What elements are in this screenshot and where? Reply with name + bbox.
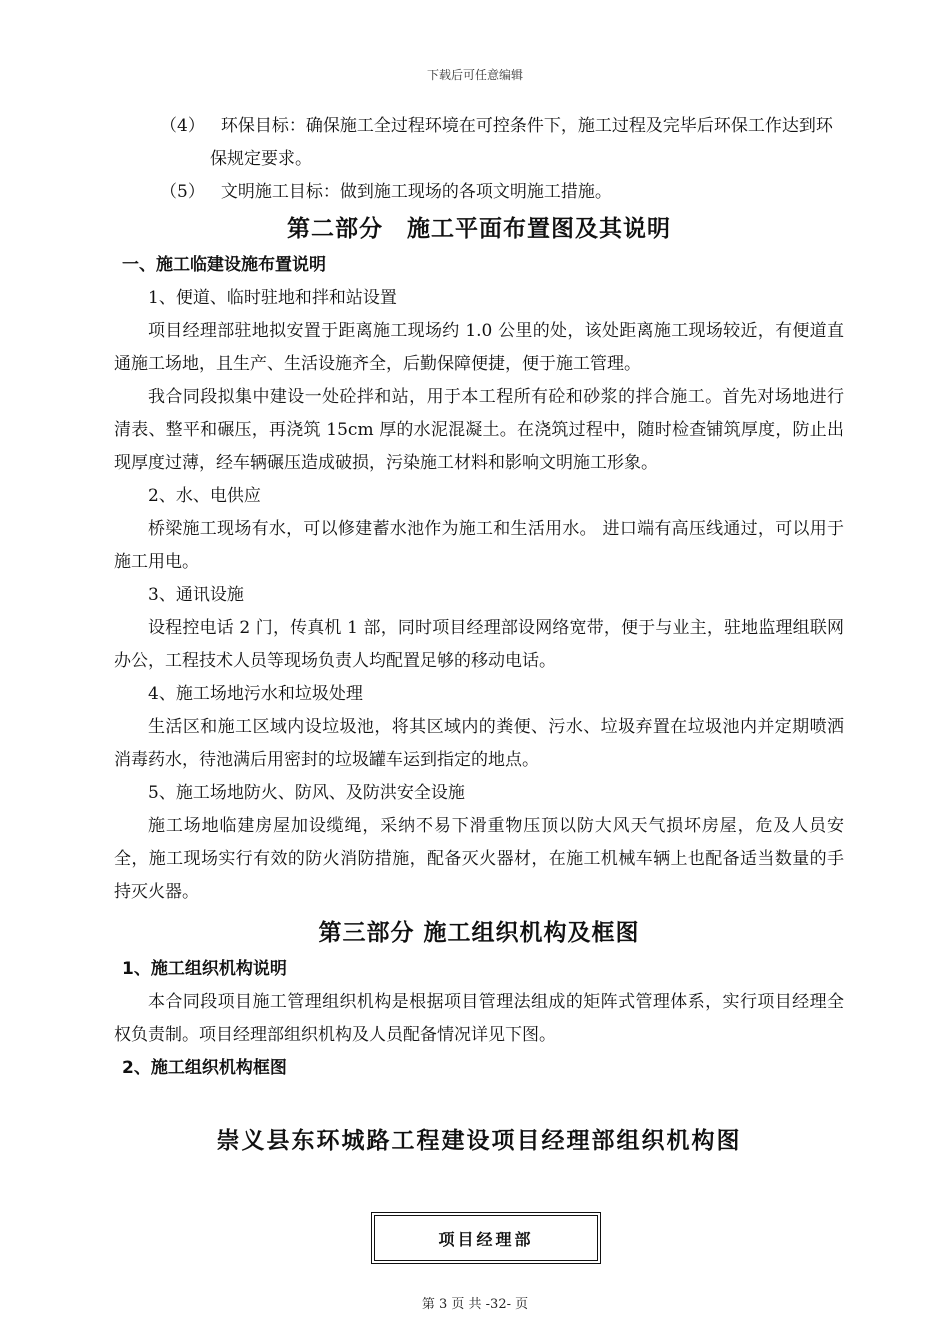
paragraph: 项目经理部驻地拟安置于距离施工现场约 1.0 公里的处，该处距离施工现场较近，有便道直通施工场地，且生产、生活设施齐全，后勤保障便捷，便于施工管理。 bbox=[114, 321, 844, 374]
paragraph: 设程控电话 2 门，传真机 1 部，同时项目经理部设网络宽带，便于与业主，驻地监理组联网办公，工程技术人员等现场负责人均配置足够的移动电话。 bbox=[114, 618, 844, 671]
section-title: 1、施工组织机构说明 bbox=[122, 959, 287, 979]
document-body bbox=[114, 110, 844, 1161]
section-title: 2、施工组织机构框图 bbox=[122, 1058, 287, 1078]
subsection-title: 4、施工场地污水和垃圾处理 bbox=[148, 684, 363, 704]
org-chart-top-box bbox=[371, 1212, 601, 1264]
paragraph: 我合同段拟集中建设一处砼拌和站，用于本工程所有砼和砂浆的拌合施工。首先对场地进行清表、整平和碾压，再浇筑 15cm 厚的水泥混凝土。在浇筑过程中，随时检查铺筑厚度，防止出现厚度过薄，经车辆碾压造成破损，污染施工材料和影响文明施工形象。 bbox=[114, 387, 844, 473]
paragraph: 生活区和施工区域内设垃圾池，将其区域内的粪便、污水、垃圾弃置在垃圾池内并定期喷洒消毒药水，待池满后用密封的垃圾罐车运到指定的地点。 bbox=[114, 717, 844, 770]
item-number: （4） bbox=[160, 116, 205, 136]
list-item bbox=[114, 110, 844, 176]
paragraph: 施工场地临建房屋加设缆绳，采纳不易下滑重物压顶以防大风天气损坏房屋，危及人员安全，施工现场实行有效的防火消防措施，配备灭火器材，在施工机械车辆上也配备适当数量的手持灭火器。 bbox=[114, 816, 844, 902]
part2-title: 第二部分 施工平面布置图及其说明 bbox=[287, 216, 671, 242]
paragraph: 本合同段项目施工管理组织机构是根据项目管理法组成的矩阵式管理体系，实行项目经理全权负责制。项目经理部组织机构及人员配备情况详见下图。 bbox=[114, 992, 844, 1045]
part3-title: 第三部分 施工组织机构及框图 bbox=[318, 920, 640, 946]
subsection-title: 1、便道、临时驻地和拌和站设置 bbox=[148, 288, 397, 308]
org-box-label: 项目经理部 bbox=[438, 1229, 534, 1249]
item-text: 环保目标：确保施工全过程环境在可控条件下，施工过程及完毕后环保工作达到环保规定要求。 bbox=[210, 116, 833, 169]
section-title: 一、施工临建设施布置说明 bbox=[122, 255, 326, 275]
header-note: 下载后可任意编辑 bbox=[426, 68, 523, 82]
page-footer: 第 3 页 共 -32- 页 bbox=[421, 1297, 529, 1312]
item-text: 文明施工目标：做到施工现场的各项文明施工措施。 bbox=[220, 182, 612, 202]
org-chart-title: 崇义县东环城路工程建设项目经理部组织机构图 bbox=[216, 1128, 742, 1154]
list-item bbox=[114, 176, 844, 209]
paragraph: 桥梁施工现场有水，可以修建蓄水池作为施工和生活用水。 进口端有高压线通过，可以用于施工用电。 bbox=[114, 519, 844, 572]
item-number: （5） bbox=[160, 182, 205, 202]
subsection-title: 3、通讯设施 bbox=[148, 585, 244, 605]
subsection-title: 5、施工场地防火、防风、及防洪安全设施 bbox=[148, 783, 465, 803]
subsection-title: 2、水、电供应 bbox=[148, 486, 261, 506]
